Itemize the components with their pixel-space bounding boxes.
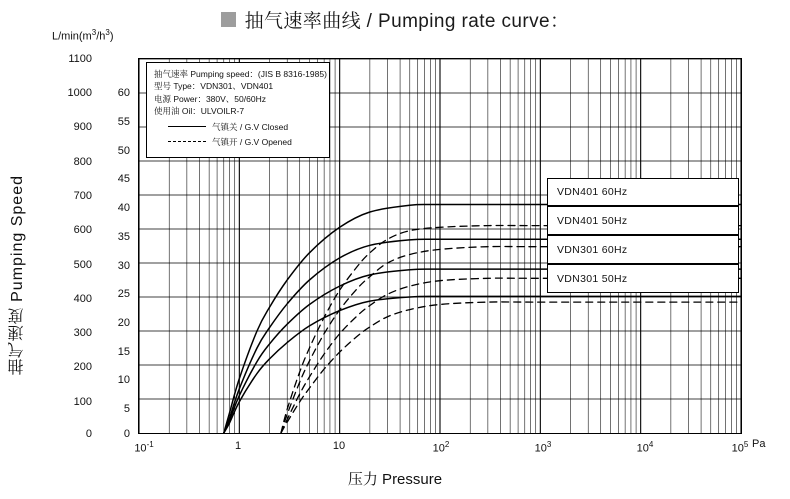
legend-entry-dashed (154, 136, 323, 148)
y2-tick-label: 30 (117, 260, 130, 272)
x-tick-label: $10^4$ (636, 440, 654, 455)
y2-tick-label: 60 (117, 87, 130, 99)
x-tick-label: $10^{-1}$ (134, 440, 154, 455)
y-tick-label: 1000 (67, 87, 92, 99)
y2-tick-label: 15 (117, 346, 130, 358)
y2-tick-label: 25 (117, 288, 130, 300)
legend-entry-label: 气镇开 / G.V Opened (212, 136, 292, 147)
y-tick-label: 0 (85, 428, 92, 440)
x-axis-unit-label: Pa (752, 438, 766, 450)
legend-info-line: 电源 Power：380V、50/60Hz (154, 93, 266, 104)
legend-dashed-line-icon (168, 141, 206, 142)
y-tick-label: 100 (73, 396, 92, 408)
y2-tick-label: 40 (117, 202, 130, 214)
y-tick-label: 1100 (68, 53, 92, 65)
legend-entry-label: 气镇关 / G.V Closed (212, 121, 289, 132)
chart-series-vdn301-60hz-g-v-opened (281, 278, 741, 433)
y-tick-label: 500 (73, 259, 92, 271)
chart-series-vdn301-60hz (224, 269, 741, 433)
y-tick-label: 300 (73, 327, 92, 339)
callout-vdn401-50hz: VDN401 50Hz (547, 206, 739, 235)
y-tick-label: 600 (73, 224, 92, 236)
y-axis-title: 抽气速度 Pumping Speed (9, 175, 26, 376)
x-tick-label: 10 (332, 440, 346, 452)
x-tick-label: $10^3$ (534, 440, 552, 455)
y2-tick-label: 35 (117, 231, 130, 243)
chart-title-text: 抽气速率曲线 / Pumping rate curve： (244, 11, 570, 32)
legend-solid-line-icon (168, 126, 206, 127)
chart-series-vdn301-50hz-g-v-opened (281, 302, 741, 433)
x-axis-title: 压力 Pressure (347, 471, 443, 488)
x-tick-label: $10^5$ (731, 440, 749, 455)
y-tick-label: 700 (73, 190, 92, 202)
y2-tick-label: 45 (117, 173, 130, 185)
y-axis-unit-label: $L/\min(m^3/h^3)$ (52, 28, 114, 43)
y-tick-label: 400 (73, 293, 92, 305)
legend-entry-solid (154, 121, 323, 133)
y2-tick-label: 0 (123, 428, 130, 440)
callout-vdn401-60hz: VDN401 60Hz (547, 178, 739, 206)
legend-info-line: 抽气速率 Pumping speed：(JIS B 8316-1985) (154, 69, 327, 79)
y-tick-label: 800 (73, 156, 92, 168)
y-tick-label: 900 (73, 121, 92, 133)
callout-vdn301-60hz: VDN301 60Hz (547, 235, 739, 264)
y2-tick-label: 5 (123, 403, 130, 415)
legend-info-line: 使用油 Oil：ULVOILR-7 (154, 106, 245, 117)
x-tick-label: 1 (234, 440, 242, 452)
chart-title (0, 6, 790, 33)
legend-info-line: 型号 Type：VDN301、VDN401 (154, 81, 274, 92)
y-tick-label: 200 (73, 361, 92, 373)
callout-vdn301-50hz: VDN301 50Hz (547, 264, 739, 293)
square-marker-icon (221, 12, 236, 27)
y2-tick-label: 20 (117, 317, 130, 329)
y2-tick-label: 50 (117, 145, 130, 157)
y2-tick-label: 10 (117, 374, 130, 386)
x-tick-label: $10^2$ (432, 440, 450, 455)
y2-tick-label: 55 (117, 116, 130, 128)
legend-info-box (146, 62, 330, 158)
